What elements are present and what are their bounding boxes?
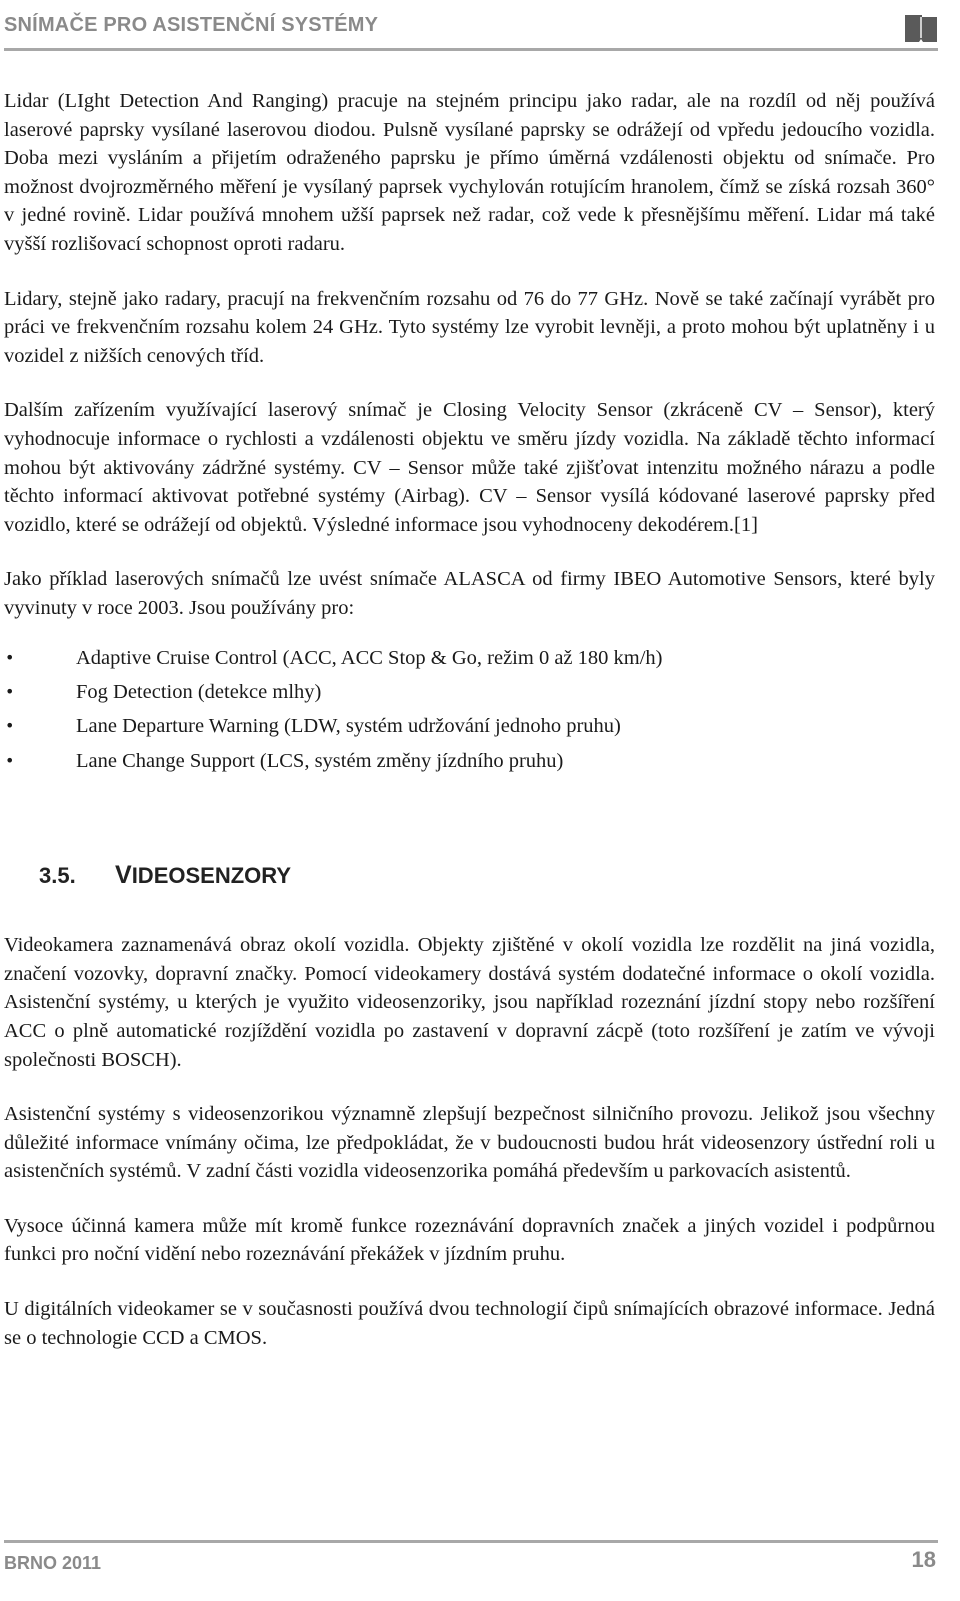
list-item-text: Lane Departure Warning (LDW, systém udržování jednoho pruhu) bbox=[76, 715, 621, 738]
paragraph: Lidary, stejně jako radary, pracují na frekvenčním rozsahu od 76 do 77 GHz. Nově se také začínají vyrábět pro práci ve frekvenčním rozsahu kolem 24 GHz. Tyto systémy lze vyrobit levněji, a proto mohou být uplatněny i u vozidel z nižších cenových tříd. bbox=[4, 287, 935, 367]
bullet-symbol: • bbox=[5, 681, 15, 701]
list-item-text: Adaptive Cruise Control (ACC, ACC Stop & Go, režim 0 až 180 km/h) bbox=[76, 646, 663, 669]
page-footer bbox=[4, 1540, 938, 1583]
page-header bbox=[4, 12, 938, 51]
bullet-symbol: • bbox=[5, 647, 15, 667]
list-item bbox=[4, 675, 935, 709]
list-item bbox=[4, 709, 935, 743]
header-title: SNÍMAČE PRO ASISTENČNÍ SYSTÉMY bbox=[4, 14, 379, 36]
paragraph: U digitálních videokamer se v současnosti používá dvou technologií čipů snímajících obrazové informace. Jedná se o technologie CCD a CMOS. bbox=[4, 1298, 935, 1349]
paragraph: Asistenční systémy s videosenzorikou významně zlepšují bezpečnost silničního provozu. Jelikož jsou všechny důležité informace vnímány očima, lze předpokládat, že v budoucnosti budou hrát videosenzory ústřední roli u asistenčních systémů. V zadní části vozidla videosenzorika pomáhá především u parkovacích asistentů. bbox=[4, 1103, 935, 1183]
section-title-rest: IDEOSENZORY bbox=[131, 863, 292, 889]
book-corner-icon bbox=[904, 12, 938, 44]
bullet-list bbox=[4, 641, 935, 779]
paragraph: Dalším zařízením využívající laserový snímač je Closing Velocity Sensor (zkráceně CV – Sensor), který vyhodnocuje informace o rychlosti a vzdálenosti objektu ve směru jízdy vozidla. Na základě těchto informací mohou být aktivovány zádržné systémy. CV – Sensor může také zjišťovat intenzitu možného nárazu a podle těchto informací aktivovat potřebné systémy (Airbag). CV – Sensor vysílá kódované laserové paprsky před vozidlo, které se odrážejí od objektů. Výsledné informace jsou vyhodnoceny dekodérem.[1] bbox=[4, 399, 935, 536]
list-item bbox=[4, 641, 935, 675]
section-heading bbox=[39, 860, 935, 891]
page-number: 18 bbox=[911, 1547, 936, 1572]
paragraph: Videokamera zaznamenává obraz okolí vozidla. Objekty zjištěné v okolí vozidla lze rozdělit na jiná vozidla, značení vozovky, dopravní značky. Pomocí videokamery dostává systém dodatečné informace o okolí vozidla. Asistenční systémy, u kterých je využito videosenzoriky, jsou například rozeznání jízdní stopy nebo rozšíření ACC o plně automatické rozjíždění vozidla po zastavení v dopravní zácpě (toto rozšíření je zatím ve vývoji společnosti BOSCH). bbox=[4, 934, 935, 1071]
section-title-initial: V bbox=[115, 861, 132, 890]
bullet-symbol: • bbox=[5, 750, 15, 770]
paragraph: Jako příklad laserových snímačů lze uvést snímače ALASCA od firmy IBEO Automotive Sensors, které byly vyvinuty v roce 2003. Jsou používány pro: bbox=[4, 568, 935, 619]
list-item-text: Fog Detection (detekce mlhy) bbox=[76, 680, 322, 703]
paragraph: Vysoce účinná kamera může mít kromě funkce rozeznávání dopravních značek a jiných vozidel i podpůrnou funkci pro noční vidění nebo rozeznávání překážek v jízdním pruhu. bbox=[4, 1214, 935, 1266]
footer-location-year: BRNO 2011 bbox=[4, 1553, 102, 1573]
section-number: 3.5. bbox=[39, 863, 76, 889]
list-item-text: Lane Change Support (LCS, systém změny jízdního pruhu) bbox=[76, 749, 564, 772]
bullet-symbol: • bbox=[5, 716, 15, 736]
list-item bbox=[4, 744, 935, 778]
page-body bbox=[4, 87, 935, 1352]
paragraph: Lidar (LIght Detection And Ranging) pracuje na stejném principu jako radar, ale na rozdíl od něj používá laserové paprsky vysílané laserovou diodou. Pulsně vysílané paprsky se odrážejí od vpředu jedoucího vozidla. Doba mezi vysláním a přijetím odraženého paprsku je přímo úměrná vzdálenosti objektu od snímače. Pro možnost dvojrozměrného měření je vysílaný paprsek vychylován rotujícím hranolem, čímž se získá rozsah 360° v jedné rovině. Lidar používá mnohem užší paprsek než radar, což vede k přesnějšímu měření. Lidar má také vyšší rozlišovací schopnost oproti radaru. bbox=[4, 90, 935, 255]
